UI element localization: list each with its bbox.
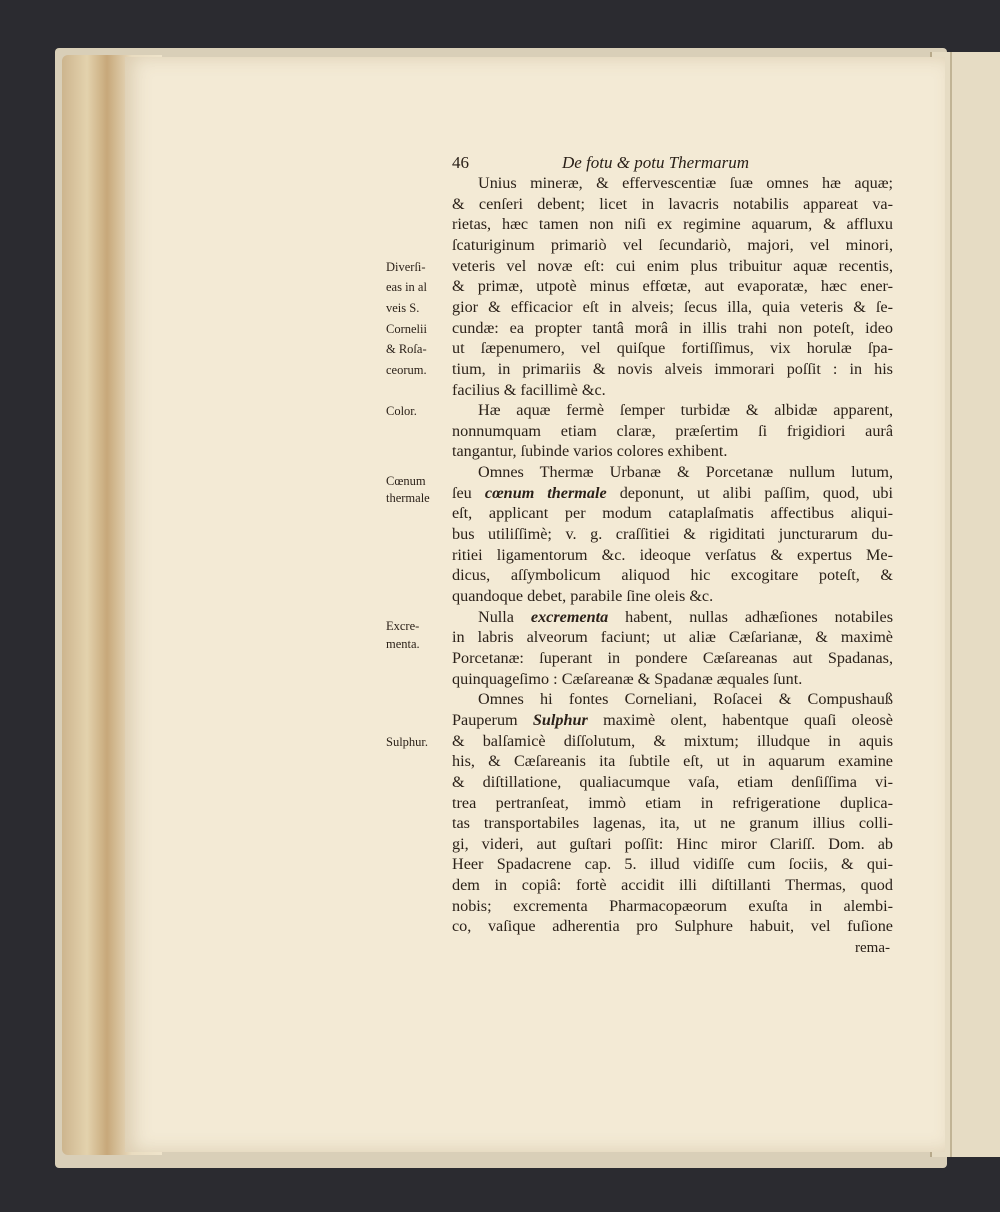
margin-note: Cornelii bbox=[386, 321, 427, 336]
text-line bbox=[452, 710, 893, 731]
text-line bbox=[452, 813, 893, 834]
italic-term: Sulphur bbox=[532, 710, 588, 729]
text-segment: tium, in primariis & novis alveis immorari poſſit : in his bbox=[452, 359, 893, 378]
text-segment: gior & efficacior eſt in alveis; ſecus illa, quia veteris & ſe- bbox=[452, 297, 893, 316]
text-segment: co, vaſique adherentia pro Sulphure habuit, vel fuſione bbox=[452, 917, 893, 936]
text-segment: tangantur, ſubinde varios colores exhibent. bbox=[452, 442, 728, 461]
text-line bbox=[452, 834, 893, 855]
page-number: 46 bbox=[452, 153, 469, 172]
text-line bbox=[478, 173, 893, 194]
margin-note: veis S. bbox=[386, 300, 420, 315]
margin-note: Cœnum bbox=[386, 474, 426, 489]
text-segment: nobis; excrementa Pharmacopæorum exuſta in alembi- bbox=[452, 896, 893, 915]
text-segment: his, & Cæſareanis ita ſubtile eſt, ut in aquarum examine bbox=[452, 752, 893, 771]
text-line bbox=[452, 483, 893, 504]
text-segment: cundæ: ea propter tantâ morâ in illis trahi non poteſt, ideo bbox=[452, 318, 893, 337]
text-segment: Omnes hi fontes Corneliani, Roſacei & Compushauß bbox=[478, 690, 893, 709]
text-line bbox=[452, 565, 893, 586]
text-line bbox=[452, 276, 893, 297]
text-segment: Unius mineræ, & effervescentiæ ſuæ omnes hæ aquæ; bbox=[478, 174, 893, 192]
text-line bbox=[452, 916, 893, 937]
margin-note: menta. bbox=[386, 637, 420, 652]
text-segment: ſcaturiginum primariò vel ſecundariò, majori, vel minori, bbox=[452, 235, 893, 254]
text-line bbox=[452, 235, 893, 256]
text-segment: tas transportabiles lagenas, ita, ut ne granum illius colli- bbox=[452, 814, 893, 833]
text-line bbox=[452, 669, 893, 690]
text-line bbox=[452, 524, 893, 545]
text-line bbox=[452, 380, 893, 401]
text-segment: maximè olent, habentque quaſi oleosè bbox=[587, 710, 893, 729]
text-line bbox=[478, 607, 893, 628]
text-segment: gi, videri, aut guſtari poſſit: Hinc miror Clariſſ. Dom. ab bbox=[452, 834, 893, 853]
text-segment: quinquageſimo : Cæſareanæ & Spadanæ æquales ſunt. bbox=[452, 669, 803, 688]
text-segment: Nulla bbox=[478, 607, 531, 626]
text-segment: ritiei ligamentorum &c. ideoque verſatus & expertus Me- bbox=[452, 545, 893, 564]
text-segment: veteris vel novæ eſt: cui enim plus tribuitur aquæ recentis, bbox=[452, 256, 893, 275]
text-line bbox=[452, 256, 893, 277]
text-line bbox=[452, 503, 893, 524]
text-segment: quandoque debet, parabile ſine oleis &c. bbox=[452, 587, 714, 605]
text-line bbox=[478, 400, 893, 421]
margin-note: Diverſi- bbox=[386, 259, 426, 274]
margin-note: Color. bbox=[386, 404, 417, 419]
italic-term: cœnum thermale bbox=[484, 483, 607, 502]
catchword: rema- bbox=[855, 940, 890, 956]
text-segment: nonnumquam etiam claræ, præſertim ſi frigidiori aurâ bbox=[452, 421, 893, 440]
text-line bbox=[452, 214, 893, 235]
margin-note: ceorum. bbox=[386, 362, 427, 377]
text-segment: ſeu bbox=[452, 483, 485, 502]
margin-note: & Roſa- bbox=[386, 342, 427, 357]
text-line bbox=[452, 338, 893, 359]
text-line bbox=[452, 731, 893, 752]
text-segment: Heer Spadacrene cap. 5. illud vidiſſe cum ſociis, & qui- bbox=[452, 855, 893, 874]
margin-note: Sulphur. bbox=[386, 734, 429, 749]
text-segment: dicus, aſſymbolicum aliquod hic excogitare poteſt, & bbox=[452, 566, 893, 585]
text-line bbox=[452, 586, 893, 607]
text-line bbox=[452, 854, 893, 875]
text-segment: dem in copiâ: fortè accidit illi diſtillanti Thermas, quod bbox=[452, 876, 893, 895]
text-segment: trea pertranſeat, immò etiam in refrigeratione duplica- bbox=[452, 793, 893, 812]
margin-note: eas in al bbox=[386, 280, 427, 295]
text-line bbox=[452, 772, 893, 793]
text-segment: rietas, hæc tamen non niſi ex regimine aquarum, & affluxu bbox=[452, 215, 893, 234]
text-line bbox=[452, 875, 893, 896]
text-line bbox=[452, 793, 893, 814]
text-line bbox=[452, 627, 893, 648]
text-segment: Porcetanæ: ſuperant in pondere Cæſareanas aut Spadanas, bbox=[452, 648, 893, 667]
text-line bbox=[478, 689, 893, 710]
text-line bbox=[452, 896, 893, 917]
text-segment: & diſtillatione, qualiacumque vaſa, etiam denſiſſima vi- bbox=[452, 772, 893, 791]
text-segment: & primæ, utpotè minus effœtæ, aut evaporatæ, hæc ener- bbox=[452, 277, 893, 296]
text-segment: & balſamicè diſſolutum, & mixtum; illudque in aquis bbox=[452, 731, 893, 750]
text-line bbox=[452, 648, 893, 669]
margin-note: thermale bbox=[386, 490, 430, 505]
text-segment: eſt, applicant per modum cataplaſmatis affectibus aliqui- bbox=[452, 504, 893, 523]
text-segment: in labris alveorum faciunt; ut aliæ Cæſarianæ, & maximè bbox=[452, 628, 893, 647]
text-line bbox=[478, 462, 893, 483]
text-segment: Omnes Thermæ Urbanæ & Porcetanæ nullum lutum, bbox=[478, 463, 893, 482]
text-segment: bus utiliſſimè; v. g. craſſitiei & rigiditati juncturarum du- bbox=[452, 525, 893, 544]
text-line bbox=[452, 441, 893, 462]
margin-note: Excre- bbox=[386, 618, 420, 633]
text-line bbox=[452, 751, 893, 772]
running-header bbox=[452, 153, 892, 175]
text-line bbox=[452, 545, 893, 566]
text-segment: deponunt, ut alibi paſſim, quod, ubi bbox=[606, 483, 894, 502]
text-segment: habent, nullas adhæſiones notabiles bbox=[608, 607, 894, 626]
text-segment: Pauperum bbox=[452, 710, 533, 729]
text-line bbox=[452, 318, 893, 339]
text-line bbox=[452, 194, 893, 215]
text-line bbox=[452, 359, 893, 380]
text-segment: & cenſeri debent; licet in lavacris notabilis appareat va- bbox=[452, 194, 893, 213]
text-segment: Hæ aquæ fermè ſemper turbidæ & albidæ apparent, bbox=[478, 401, 893, 420]
running-title: De fotu & potu Thermarum bbox=[562, 153, 749, 172]
text-line bbox=[452, 297, 893, 318]
text-line bbox=[452, 421, 893, 442]
italic-term: excrementa bbox=[530, 607, 609, 626]
text-segment: facilius & facillimè &c. bbox=[452, 380, 606, 399]
text-segment: ut ſæpenumero, vel quiſque fortiſſimus, vix horulæ ſpa- bbox=[452, 339, 893, 358]
